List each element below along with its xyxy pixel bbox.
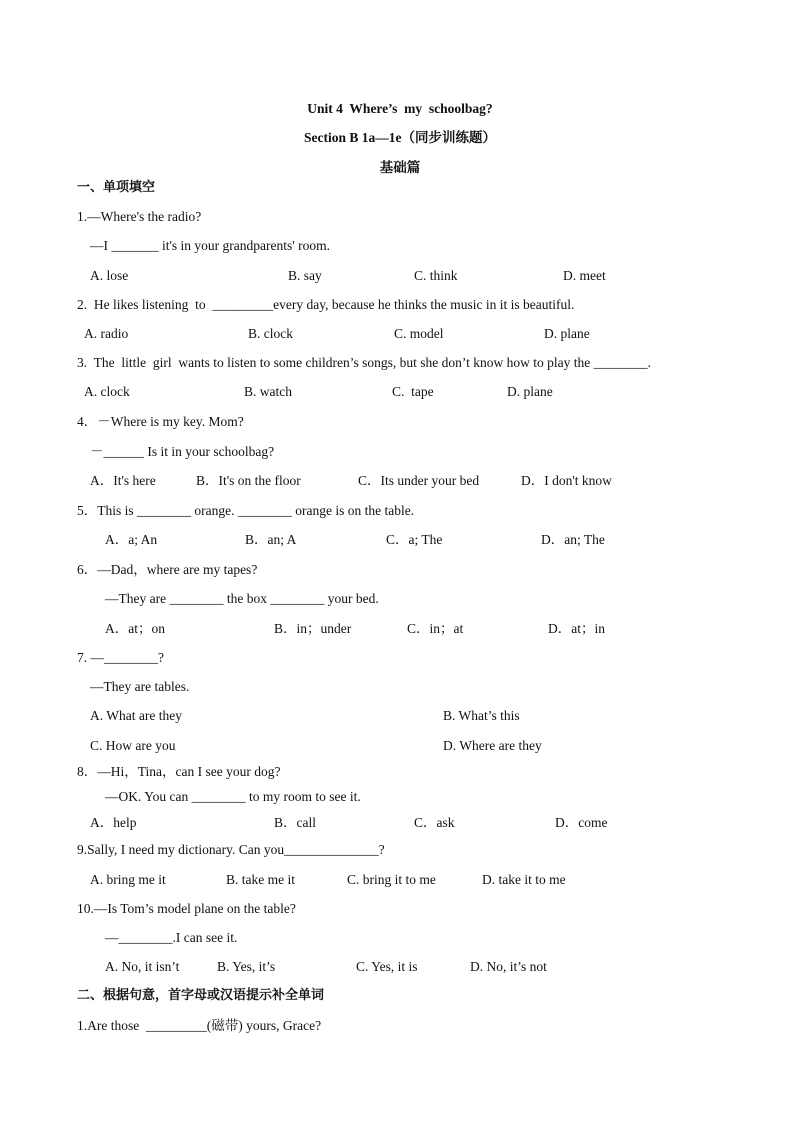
q7-option-c: C. How are you bbox=[90, 738, 176, 753]
q10-option-b: B. Yes, it’s bbox=[217, 959, 276, 974]
q8-stem: 8．—Hi，Tina，can I see your dog? bbox=[77, 764, 281, 779]
q6-line2: —They are ________ the box ________ your bed. bbox=[105, 591, 379, 606]
q6-option-c: C．in；at bbox=[407, 621, 464, 636]
q7-option-d: D. Where are they bbox=[443, 738, 542, 753]
q5-stem: 5．This is ________ orange. ________ orange is on the table. bbox=[77, 503, 415, 518]
q1-line2: —I _______ it's in your grandparents' room. bbox=[90, 238, 330, 253]
q7-stem: 7. —________? bbox=[77, 650, 164, 665]
q8-line2: —OK. You can ________ to my room to see it. bbox=[105, 789, 361, 804]
q3-option-b: B. watch bbox=[244, 384, 292, 399]
q8-option-b: B．call bbox=[274, 815, 316, 830]
q8-option-d: D．come bbox=[555, 815, 608, 830]
q5-option-c: C．a; The bbox=[386, 532, 443, 547]
q5-option-a: A．a; An bbox=[105, 532, 158, 547]
q4-option-a: A．It's here bbox=[90, 473, 156, 488]
q9-option-b: B. take me it bbox=[226, 872, 295, 887]
q3-option-d: D. plane bbox=[507, 384, 553, 399]
doc-title: Unit 4 Where’s my schoolbag? bbox=[307, 101, 493, 116]
q2-option-b: B. clock bbox=[248, 326, 293, 341]
q1-option-a: A. lose bbox=[90, 268, 129, 283]
q4-line2: －______ Is it in your schoolbag? bbox=[90, 444, 275, 459]
q7-line2: —They are tables. bbox=[90, 679, 190, 694]
q6-option-d: D．at；in bbox=[548, 621, 605, 636]
q2-option-d: D. plane bbox=[544, 326, 590, 341]
q3-option-c: C. tape bbox=[392, 384, 434, 399]
q4-option-b: B．It's on the floor bbox=[196, 473, 301, 488]
q8-option-c: C．ask bbox=[414, 815, 455, 830]
q8-option-a: A．help bbox=[90, 815, 137, 830]
q10-option-a: A. No, it isn’t bbox=[105, 959, 180, 974]
section-title: Section B 1a—1e（同步训练题） bbox=[304, 130, 496, 145]
q9-stem: 9.Sally, I need my dictionary. Can you______________? bbox=[77, 842, 385, 857]
q6-option-a: A．at；on bbox=[105, 621, 165, 636]
q2-option-a: A. radio bbox=[84, 326, 129, 341]
q9-option-d: D. take it to me bbox=[482, 872, 566, 887]
q4-stem: 4．－Where is my key. Mom? bbox=[77, 414, 244, 429]
q1-option-d: D. meet bbox=[563, 268, 606, 283]
part2-q1: 1.Are those _________(磁带) yours, Grace? bbox=[77, 1018, 322, 1033]
q10-option-c: C. Yes, it is bbox=[356, 959, 418, 974]
q7-option-b: B. What’s this bbox=[443, 708, 520, 723]
q1-stem: 1.—Where's the radio? bbox=[77, 209, 202, 224]
q10-option-d: D. No, it’s not bbox=[470, 959, 547, 974]
q10-line2: —________.I can see it. bbox=[105, 930, 238, 945]
q2-stem: 2. He likes listening to _________every day, because he thinks the music in it is beautiful. bbox=[77, 297, 575, 312]
q9-option-c: C. bring it to me bbox=[347, 872, 436, 887]
part1-heading: 一、单项填空 bbox=[77, 180, 156, 195]
q9-option-a: A. bring me it bbox=[90, 872, 166, 887]
q3-option-a: A. clock bbox=[84, 384, 130, 399]
q10-stem: 10.—Is Tom’s model plane on the table? bbox=[77, 901, 296, 916]
q5-option-d: D．an; The bbox=[541, 532, 605, 547]
q1-option-c: C. think bbox=[414, 268, 458, 283]
q5-option-b: B．an; A bbox=[245, 532, 297, 547]
q2-option-c: C. model bbox=[394, 326, 444, 341]
q6-option-b: B．in；under bbox=[274, 621, 352, 636]
q4-option-d: D．I don't know bbox=[521, 473, 612, 488]
q4-option-c: C．Its under your bed bbox=[358, 473, 480, 488]
q7-option-a: A. What are they bbox=[90, 708, 182, 723]
q3-stem: 3. The little girl wants to listen to some children’s songs, but she don’t know how to play the ________. bbox=[77, 355, 651, 370]
q1-option-b: B. say bbox=[288, 268, 322, 283]
subtitle: 基础篇 bbox=[379, 160, 421, 175]
q6-stem: 6．—Dad，where are my tapes? bbox=[77, 562, 258, 577]
part2-heading: 二、根据句意，首字母或汉语提示补全单词 bbox=[77, 988, 325, 1003]
